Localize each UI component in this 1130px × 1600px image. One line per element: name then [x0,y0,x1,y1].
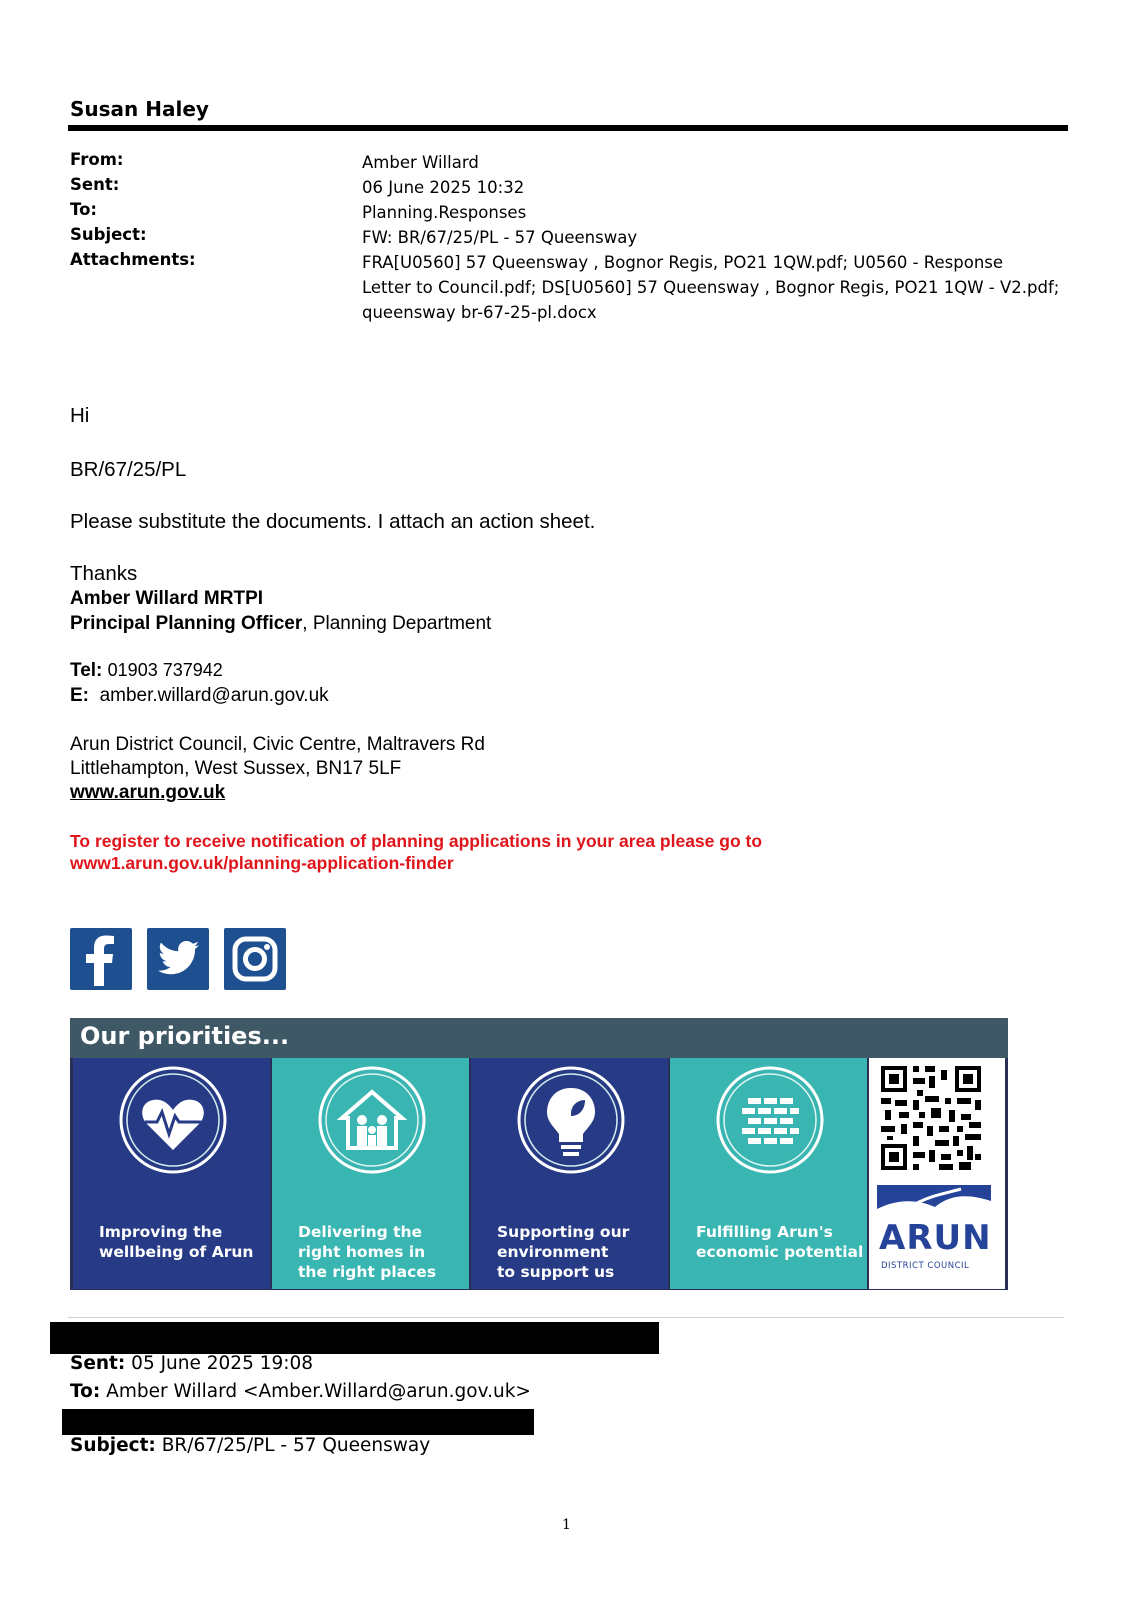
priorities-banner[interactable] [70,1018,1008,1290]
sent-label: Sent: [70,175,120,194]
fwd-to-label: To: [70,1381,101,1402]
to-value: Planning.Responses [362,203,527,222]
address-line-1: Arun District Council, Civic Centre, Maltravers Rd [70,734,485,755]
arun-logo-wave-icon [877,1185,991,1219]
qr-logo-panel [869,1058,1005,1289]
divider [68,1317,1064,1318]
promo-link[interactable]: www1.arun.gov.uk/planning-application-finder [70,853,454,873]
signature-department: , Planning Department [302,613,492,634]
priority-caption: Fulfilling Arun's economic potential [696,1223,864,1261]
attachment-line[interactable]: FRA[U0560] 57 Queensway , Bognor Regis, PO21 1QW.pdf; U0560 - Response [362,253,1004,272]
heart-icon [117,1058,237,1183]
email-link[interactable]: amber.willard@arun.gov.uk [99,685,329,706]
priority-caption: Delivering the right homes in the right places [298,1223,437,1281]
redaction-block [62,1409,534,1435]
header-rule [68,125,1068,131]
priority-panel-economy [670,1058,867,1289]
promo-line-1: To register to receive notification of planning applications in your area please go to [70,831,763,851]
arun-logo-text: ARUN [879,1218,992,1258]
fwd-sent-line [70,1353,313,1374]
signature-tel-line [70,660,223,682]
twitter-icon[interactable] [147,928,209,990]
attachment-line[interactable]: Letter to Council.pdf; DS[U0560] 57 Queensway , Bognor Regis, PO21 1QW - V2.pdf; [362,278,1060,297]
house-family-icon [316,1058,436,1183]
facebook-icon[interactable] [70,928,132,990]
priority-caption: Supporting our environment to support us [497,1223,630,1281]
fwd-subject-line [70,1435,430,1456]
lightbulb-leaf-icon [515,1058,635,1183]
priority-caption: Improving the wellbeing of Arun [99,1223,254,1261]
greeting: Hi [70,404,90,427]
fwd-subject-value: BR/67/25/PL - 57 Queensway [155,1435,431,1456]
attachment-line[interactable]: queensway br-67-25-pl.docx [362,303,597,322]
page-number: 1 [562,1517,571,1533]
fwd-subject-label: Subject: [70,1435,156,1456]
signature-role-line [70,613,491,635]
tel-label: Tel: [70,660,103,681]
fwd-sent-label: Sent: [70,1353,126,1374]
message: Please substitute the documents. I attach an action sheet. [70,510,596,533]
subject-label: Subject: [70,225,147,244]
document-owner-name: Susan Haley [70,97,209,121]
attachments-list [362,250,1062,325]
priority-panel-homes [272,1058,469,1289]
tel-value: 01903 737942 [107,660,223,680]
instagram-icon[interactable] [224,928,286,990]
signature-role: Principal Planning Officer [70,613,303,634]
thanks: Thanks [70,562,138,585]
priorities-title-bar [70,1018,1008,1058]
arun-logo-subtext: DISTRICT COUNCIL [881,1261,970,1271]
reference: BR/67/25/PL [70,458,187,481]
fwd-to-value: Amber Willard <Amber.Willard@arun.gov.uk> [100,1381,531,1402]
qr-code-icon[interactable] [879,1064,985,1174]
address-line-2: Littlehampton, West Sussex, BN17 5LF [70,758,402,779]
subject-value: FW: BR/67/25/PL - 57 Queensway [362,228,638,247]
from-label: From: [70,150,124,169]
to-label: To: [70,200,97,219]
priority-panel-wellbeing [73,1058,270,1289]
from-value: Amber Willard [362,153,479,172]
priority-panel-environment [471,1058,668,1289]
priorities-title: Our priorities... [80,1022,290,1050]
signature-email-line [70,685,329,707]
attachments-label: Attachments: [70,250,196,269]
website-link[interactable]: www.arun.gov.uk [70,782,226,803]
brick-wall-icon [714,1058,834,1183]
email-label: E: [70,685,89,706]
signature-name: Amber Willard MRTPI [70,588,264,609]
redaction-block [50,1322,659,1354]
sent-value: 06 June 2025 10:32 [362,178,525,197]
fwd-sent-value: 05 June 2025 19:08 [125,1353,314,1374]
fwd-to-line [70,1381,531,1402]
